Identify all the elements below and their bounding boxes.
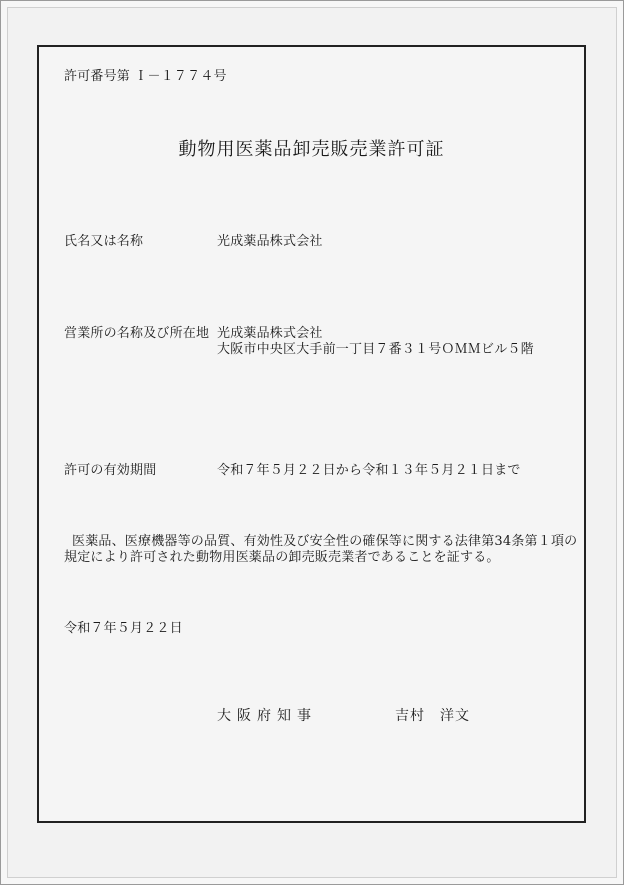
permit-number: 許可番号第 Ｉ－１７７４号 xyxy=(64,69,227,84)
issue-date: 令和７年５月２２日 xyxy=(64,621,183,636)
office-label: 営業所の名称及び所在地 xyxy=(64,326,210,341)
name-label: 氏名又は名称 xyxy=(64,234,144,249)
certification-text-line-1: 医薬品、医療機器等の品質、有効性及び安全性の確保等に関する法律第34条第１項の xyxy=(72,534,578,549)
validity-period-label: 許可の有効期間 xyxy=(64,463,157,478)
certificate-title: 動物用医薬品卸売販売業許可証 xyxy=(178,139,445,160)
certificate-frame xyxy=(37,45,586,823)
validity-period-value: 令和７年５月２２日から令和１３年５月２１日まで xyxy=(217,463,521,478)
certification-text-line-2: 規定により許可された動物用医薬品の卸売販売業者であることを証する。 xyxy=(64,550,500,565)
office-address: 大阪市中央区大手前一丁目７番３１号ＯＭＭビル５階 xyxy=(217,342,534,357)
name-value: 光成薬品株式会社 xyxy=(217,234,323,249)
issuer-name: 吉村 洋文 xyxy=(395,708,470,724)
issuer-title: 大阪府知事 xyxy=(217,708,317,724)
office-name: 光成薬品株式会社 xyxy=(217,326,323,341)
